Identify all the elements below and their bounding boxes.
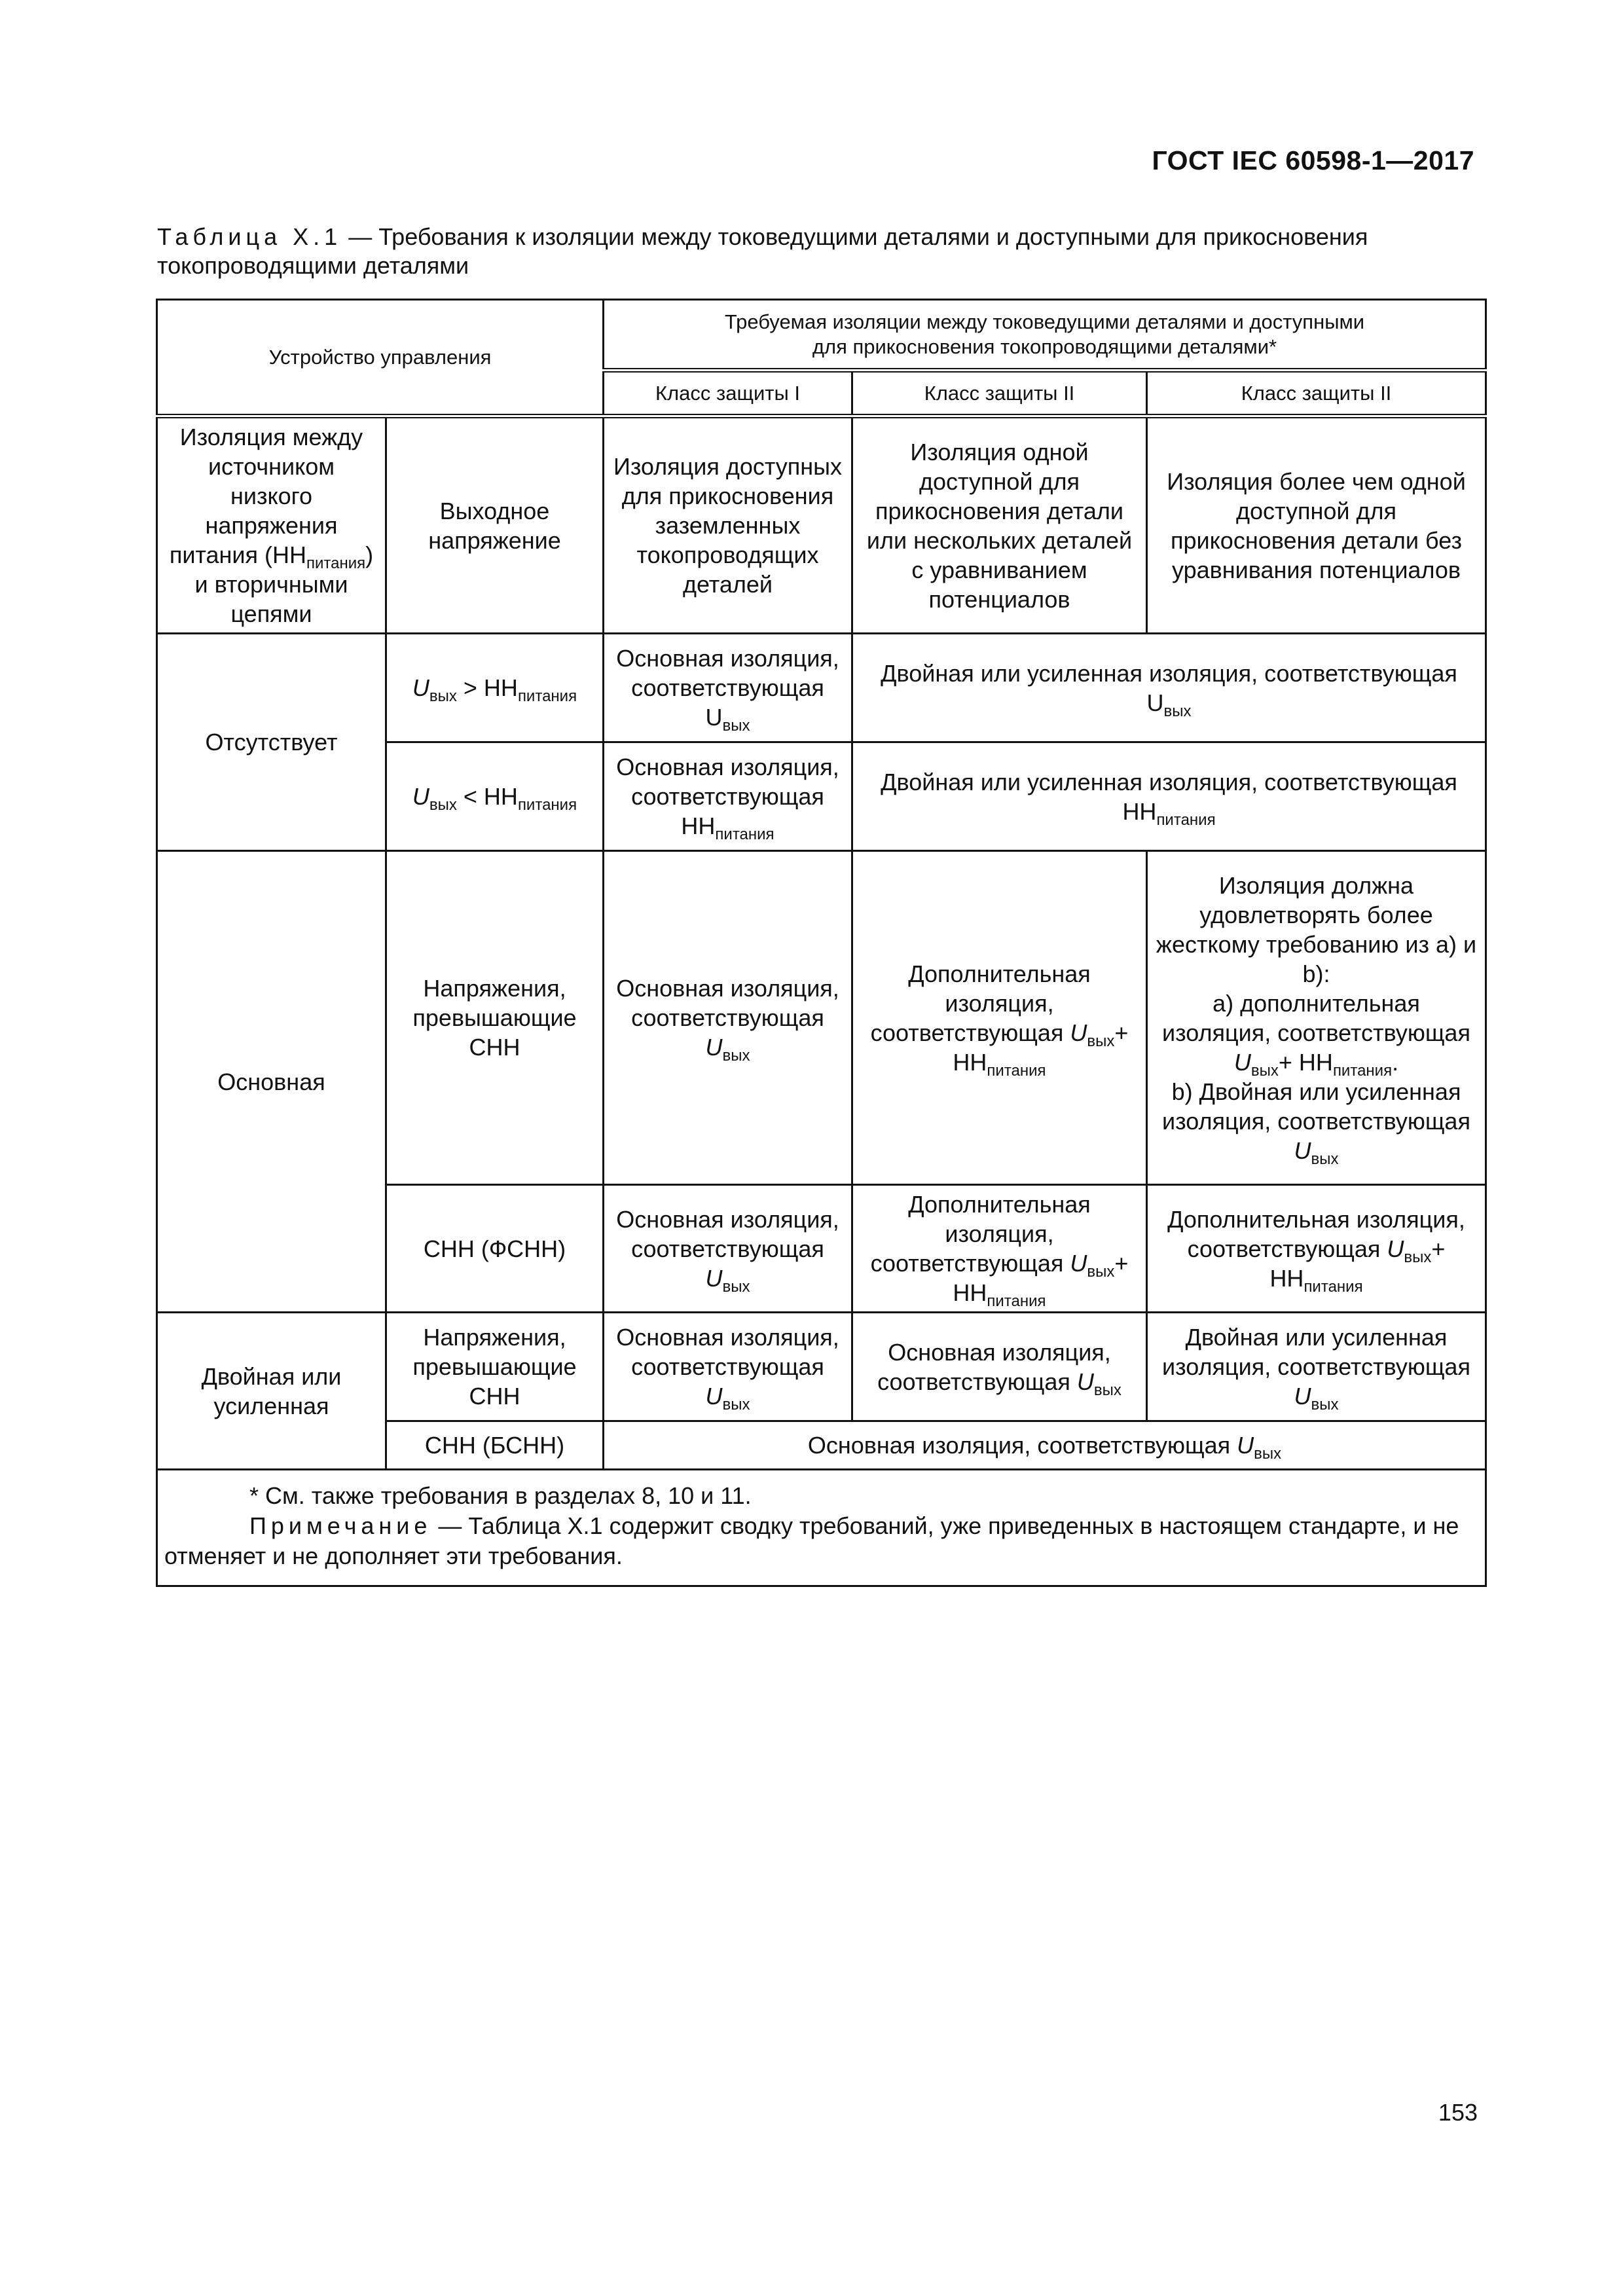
note-text: — Таблица X.1 содержит сводку требований, уже приведенных в настоящем стандарте, и не отменяет и не дополняет эти требования. bbox=[164, 1512, 1459, 1569]
class2a-cell bbox=[852, 1313, 1147, 1421]
subscript: вых bbox=[1250, 1061, 1279, 1080]
subscript: вых bbox=[429, 796, 457, 814]
class2-cell bbox=[852, 742, 1486, 851]
cell-text: U bbox=[412, 783, 429, 810]
cell-text: Основная изоляция, соответствующая bbox=[616, 1324, 839, 1380]
caption-label: Таблица X.1 bbox=[157, 223, 342, 250]
cell-text: U bbox=[1076, 1368, 1094, 1395]
class2-cell bbox=[852, 634, 1486, 742]
cell-text: + НН bbox=[1278, 1048, 1333, 1076]
required-insulation-line1: Требуемая изоляции между токоведущими деталями и доступными bbox=[724, 310, 1365, 333]
note-label: Примечание bbox=[249, 1512, 432, 1539]
table-caption bbox=[157, 223, 1480, 280]
caption-text: — Требования к изоляции между токоведущими деталями и доступными для прикосновения токопроводящими деталями bbox=[157, 223, 1368, 279]
class1-cell bbox=[604, 742, 852, 851]
class1-desc-cell: Изоляция доступных для прикосновения заземленных токопроводящих деталей bbox=[604, 416, 852, 634]
voltage-condition-cell bbox=[386, 634, 604, 742]
cell-text: < НН bbox=[456, 783, 518, 810]
cell-text: U bbox=[1233, 1048, 1251, 1076]
cell-text: а) дополнительная изоляция, соответствующая bbox=[1162, 989, 1470, 1046]
cell-text: U bbox=[1070, 1250, 1087, 1277]
cell-text: > НН bbox=[456, 674, 518, 701]
subscript: вых bbox=[1093, 1381, 1122, 1399]
voltage-condition-cell: Напряжения, превышающие СНН bbox=[386, 851, 604, 1185]
class2a-cell bbox=[852, 1185, 1147, 1313]
table-row bbox=[157, 851, 1486, 1185]
subscript: питания bbox=[1156, 811, 1216, 829]
cell-text: U bbox=[705, 1383, 723, 1410]
cell-text: U bbox=[705, 1264, 723, 1292]
required-insulation-header bbox=[604, 300, 1486, 371]
cell-text: + НН bbox=[1269, 1235, 1446, 1292]
option-intro: Изоляция должна удовлетворять более жесткому требованию из а) и b): bbox=[1156, 871, 1477, 987]
cell-text: Дополнительная изоляция, соответствующая bbox=[870, 1191, 1091, 1277]
cell-text: Основная изоляция, соответствующая bbox=[807, 1432, 1237, 1459]
table-row bbox=[157, 1313, 1486, 1421]
voltage-condition-cell bbox=[386, 742, 604, 851]
cell-text: U bbox=[1294, 1383, 1311, 1410]
class-1-header: Класс защиты I bbox=[604, 371, 852, 416]
subscript: питания bbox=[306, 555, 366, 572]
subscript: питания bbox=[517, 796, 577, 814]
subscript: питания bbox=[1304, 1277, 1363, 1296]
class2b-desc-cell: Изоляция более чем одной доступной для прикосновения детали без уравнивания потенциалов bbox=[1147, 416, 1486, 634]
cell-text: Основная изоляция, соответствующая bbox=[877, 1338, 1111, 1395]
insulation-requirements-table bbox=[156, 299, 1487, 1587]
class2b-cell bbox=[1147, 851, 1486, 1185]
subscript: вых bbox=[722, 1277, 750, 1296]
cell-text: U bbox=[1387, 1235, 1404, 1262]
cell-text: Основная изоляция, соответствующая U bbox=[616, 645, 839, 731]
notes-cell bbox=[157, 1470, 1486, 1586]
option-b bbox=[1156, 1077, 1477, 1168]
subscript: питания bbox=[987, 1292, 1046, 1310]
absent-label-cell: Отсутствует bbox=[157, 634, 386, 851]
control-device-header: Устройство управления bbox=[157, 300, 604, 416]
cell-text: . bbox=[1392, 1048, 1399, 1076]
cell-text: + НН bbox=[953, 1250, 1129, 1306]
subscript: вых bbox=[429, 687, 457, 705]
cell-text: Основная изоляция, соответствующая bbox=[616, 975, 839, 1031]
cell-text: Двойная или усиленная изоляция, соответствующая U bbox=[881, 659, 1457, 716]
all-classes-cell bbox=[604, 1421, 1486, 1470]
class1-cell bbox=[604, 1185, 852, 1313]
subscript: вых bbox=[1163, 702, 1192, 720]
cell-text: Основная изоляция, соответствующая bbox=[616, 1205, 839, 1262]
cell-text: + НН bbox=[953, 1019, 1129, 1076]
cell-text: Дополнительная изоляция, соответствующая bbox=[870, 960, 1091, 1046]
cell-text: Дополнительная изоляция, соответствующая bbox=[1167, 1205, 1465, 1262]
cell-text: U bbox=[705, 1034, 723, 1061]
option-list bbox=[1156, 871, 1477, 1168]
subscript: питания bbox=[1332, 1061, 1393, 1080]
class2b-cell bbox=[1147, 1185, 1486, 1313]
basic-label-cell: Основная bbox=[157, 851, 386, 1313]
cell-text: U bbox=[1070, 1019, 1087, 1046]
note bbox=[164, 1511, 1478, 1571]
class2b-cell bbox=[1147, 1313, 1486, 1421]
output-voltage-cell: Выходное напряжение bbox=[386, 416, 604, 634]
cell-text: Двойная или усиленная изоляция, соответствующая bbox=[1162, 1324, 1470, 1380]
notes-row bbox=[157, 1470, 1486, 1586]
cell-text: Изоляция между источником низкого напряжения питания (НН bbox=[169, 424, 363, 568]
voltage-condition-cell: СНН (БСНН) bbox=[386, 1421, 604, 1470]
subscript: вых bbox=[1087, 1032, 1115, 1050]
subscript: вых bbox=[722, 1047, 750, 1065]
cell-text: U bbox=[412, 674, 429, 701]
subscript: питания bbox=[987, 1061, 1046, 1080]
required-insulation-line2: для прикосновения токопроводящими деталями* bbox=[812, 335, 1277, 358]
page-number: 153 bbox=[1438, 2099, 1478, 2126]
class2a-desc-cell: Изоляция одной доступной для прикосновения детали или нескольких деталей с уравниванием потенциалов bbox=[852, 416, 1147, 634]
class-2a-header: Класс защиты II bbox=[852, 371, 1147, 416]
subscript: вых bbox=[1311, 1396, 1339, 1413]
subscript: вых bbox=[1404, 1248, 1432, 1266]
cell-text: U bbox=[1237, 1432, 1254, 1459]
double-label-cell: Двойная или усиленная bbox=[157, 1313, 386, 1470]
voltage-condition-cell: СНН (ФСНН) bbox=[386, 1185, 604, 1313]
table-head-row bbox=[157, 300, 1486, 371]
cell-text: b) Двойная или усиленная изоляция, соответствующая bbox=[1162, 1078, 1470, 1135]
footnote: * См. также требования в разделах 8, 10 и 11. bbox=[249, 1482, 752, 1509]
subscript: вых bbox=[722, 1396, 750, 1413]
cell-text: ) и вторичными цепями bbox=[194, 541, 374, 627]
class1-cell bbox=[604, 634, 852, 742]
subscript: вых bbox=[1087, 1263, 1115, 1281]
cell-text: U bbox=[1294, 1137, 1311, 1164]
standard-id: ГОСТ IEC 60598-1—2017 bbox=[1152, 145, 1474, 175]
subscript: вых bbox=[722, 717, 750, 735]
subscript: питания bbox=[715, 826, 775, 843]
table-row bbox=[157, 416, 1486, 634]
subscript: вых bbox=[1254, 1445, 1282, 1463]
class1-cell bbox=[604, 851, 852, 1185]
voltage-condition-cell: Напряжения, превышающие СНН bbox=[386, 1313, 604, 1421]
isolation-between-cell bbox=[157, 416, 386, 634]
cell-text: Двойная или усиленная изоляция, соответствующая НН bbox=[881, 768, 1457, 825]
option-a bbox=[1156, 989, 1477, 1080]
class-2b-header: Класс защиты II bbox=[1147, 371, 1486, 416]
cell-text: Основная изоляция, соответствующая НН bbox=[616, 754, 839, 839]
table-row bbox=[157, 634, 1486, 742]
subscript: питания bbox=[517, 687, 577, 705]
class2a-cell bbox=[852, 851, 1147, 1185]
class1-cell bbox=[604, 1313, 852, 1421]
subscript: вых bbox=[1311, 1150, 1339, 1168]
